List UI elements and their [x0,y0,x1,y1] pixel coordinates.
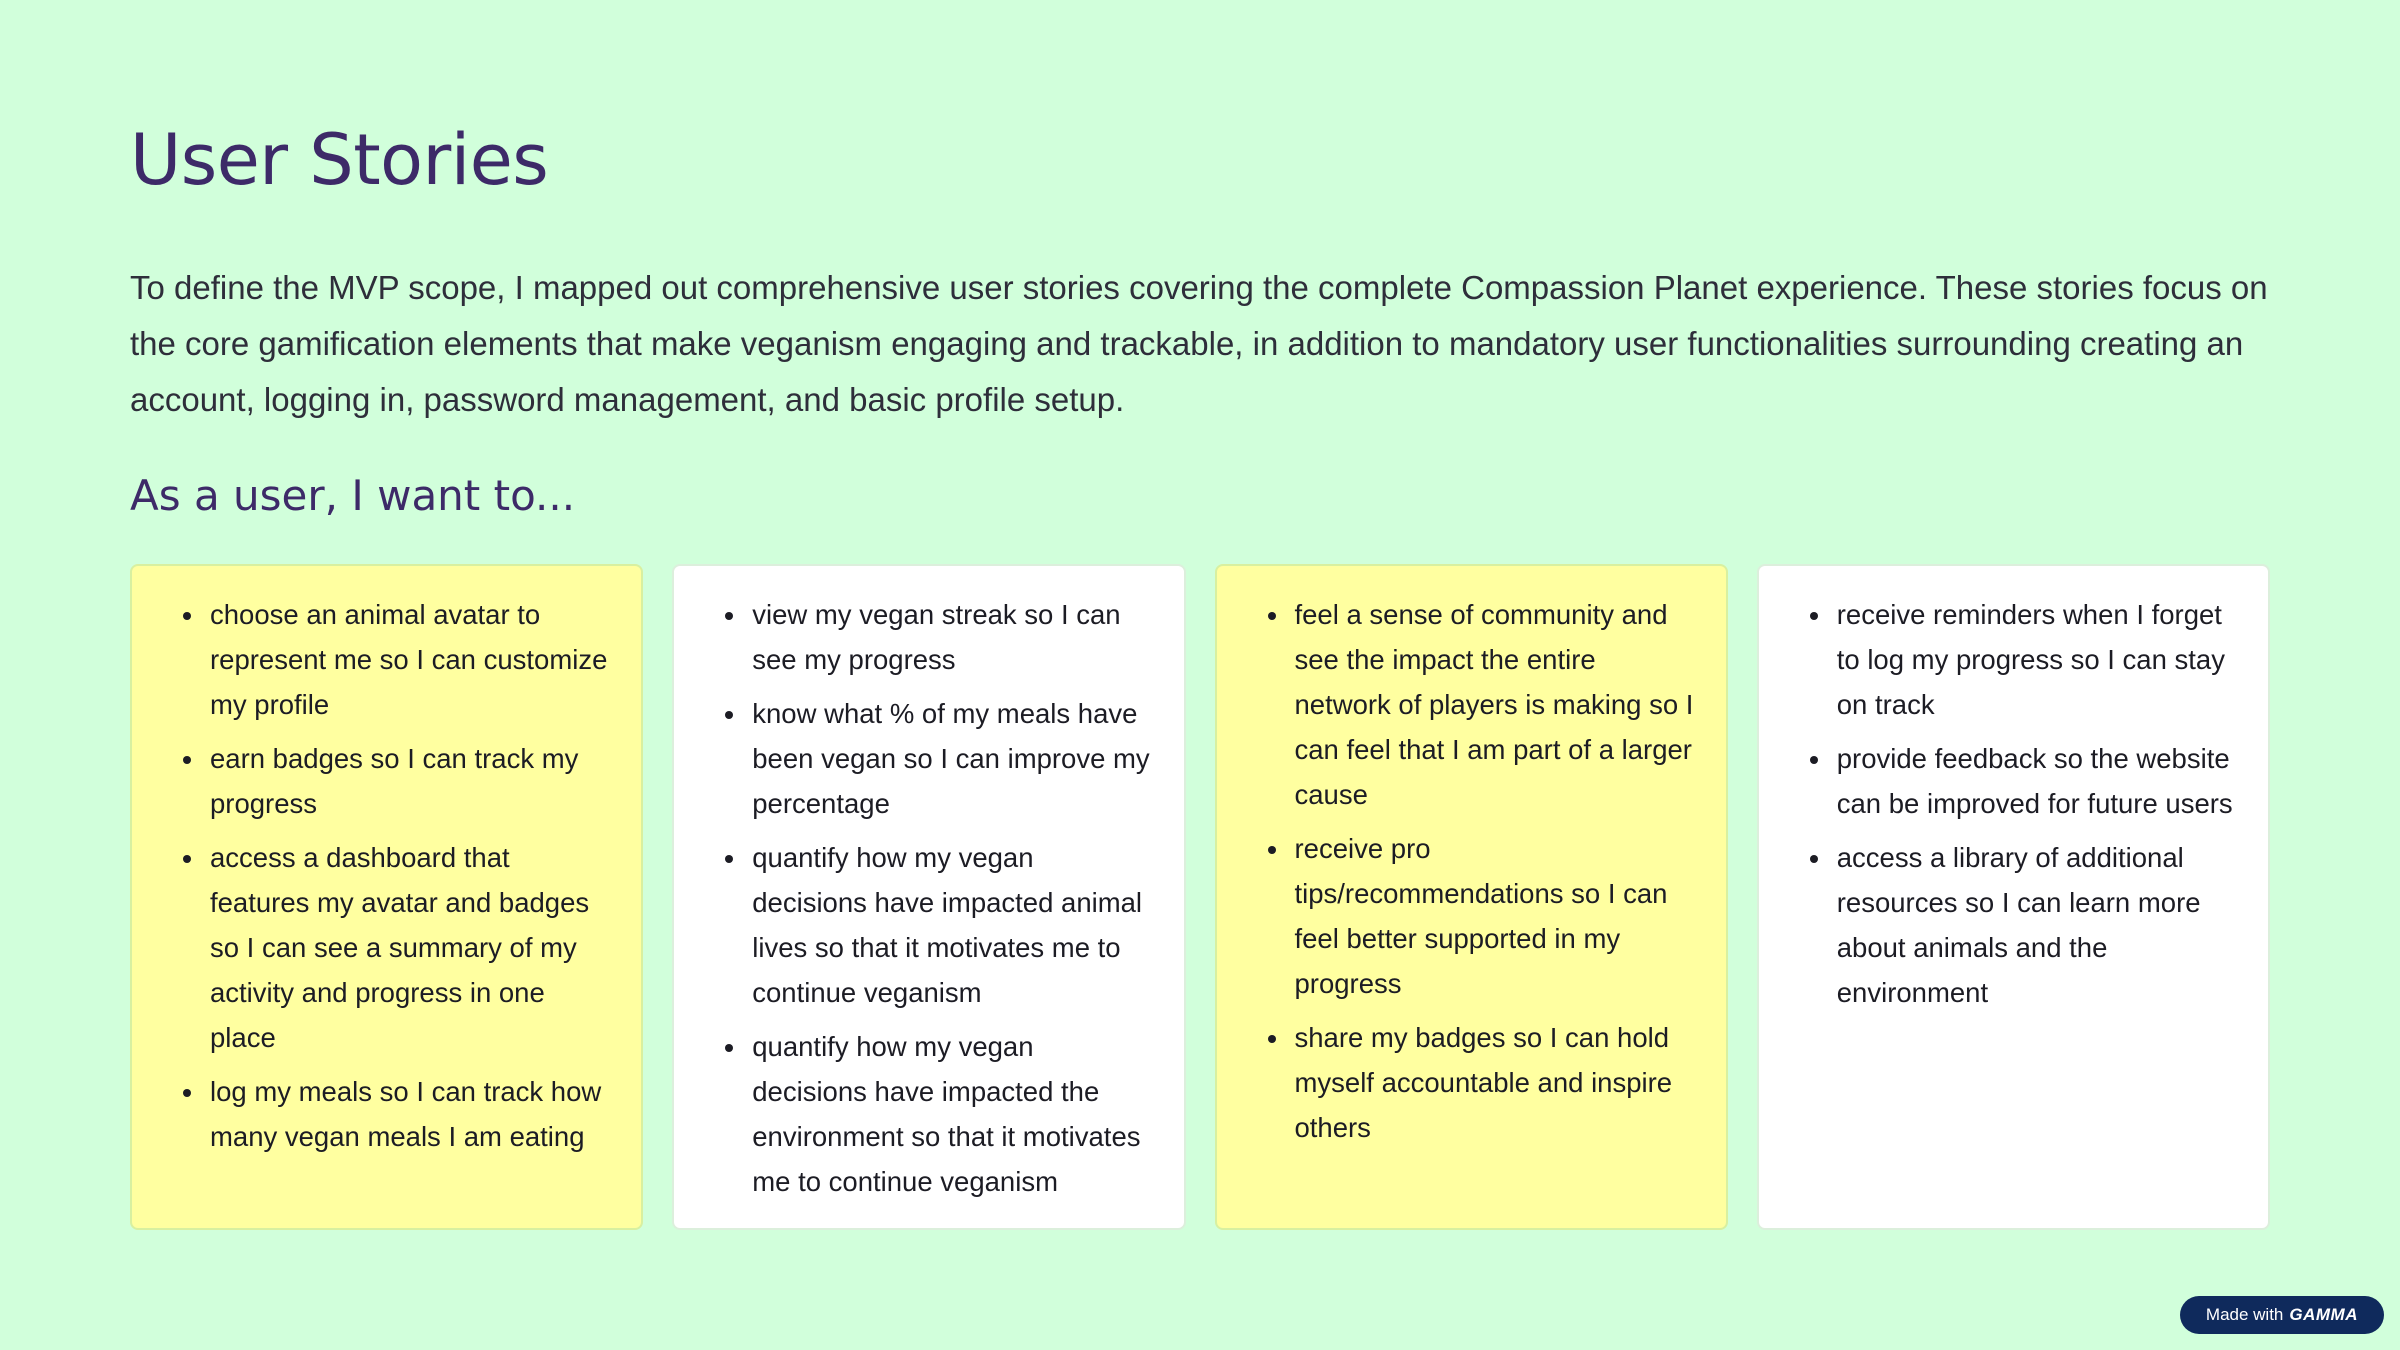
story-item: • choose an animal avatar to represent me so I can customize my profile [206,592,613,727]
story-list [1787,592,2240,1015]
section-subheading: As a user, I want to... [130,471,576,520]
story-item: • access a library of additional resources so I can learn more about animals and the environment [1833,835,2240,1015]
story-list [702,592,1155,1204]
story-card-1 [130,564,643,1230]
story-item: • earn badges so I can track my progress [206,736,613,826]
story-card-2 [672,564,1185,1230]
story-item: • feel a sense of community and see the impact the entire network of players is making so I can feel that I am part of a larger cause [1291,592,1698,817]
story-item: • quantify how my vegan decisions have impacted animal lives so that it motivates me to continue veganism [748,835,1155,1015]
story-item: • share my badges so I can hold myself accountable and inspire others [1291,1015,1698,1150]
page-title: User Stories [130,119,549,201]
story-item: • know what % of my meals have been vegan so I can improve my percentage [748,691,1155,826]
intro-paragraph: To define the MVP scope, I mapped out comprehensive user stories covering the complete Compassion Planet experience. These stories focus on the core gamification elements that make veganism engaging and trackable, in addition to mandatory user functionalities surrounding creating an account, logging in, password management, and basic profile setup. [130,269,2268,418]
story-item: • log my meals so I can track how many vegan meals I am eating [206,1069,613,1159]
story-list [160,592,613,1159]
story-item: • quantify how my vegan decisions have impacted the environment so that it motivates me to continue veganism [748,1024,1155,1204]
story-card-3 [1215,564,1728,1230]
user-story-cards [130,564,2270,1230]
story-item: • provide feedback so the website can be improved for future users [1833,736,2240,826]
made-with-gamma-badge[interactable] [2180,1296,2384,1334]
story-item: • receive reminders when I forget to log my progress so I can stay on track [1833,592,2240,727]
badge-prefix: Made with [2205,1305,2284,1324]
gamma-logo: GAMMA [2289,1305,2358,1324]
story-item: • access a dashboard that features my avatar and badges so I can see a summary of my activity and progress in one place [206,835,613,1060]
story-item: • receive pro tips/recommendations so I can feel better supported in my progress [1291,826,1698,1006]
story-list [1245,592,1698,1150]
story-item: • view my vegan streak so I can see my progress [748,592,1155,682]
story-card-4 [1757,564,2270,1230]
